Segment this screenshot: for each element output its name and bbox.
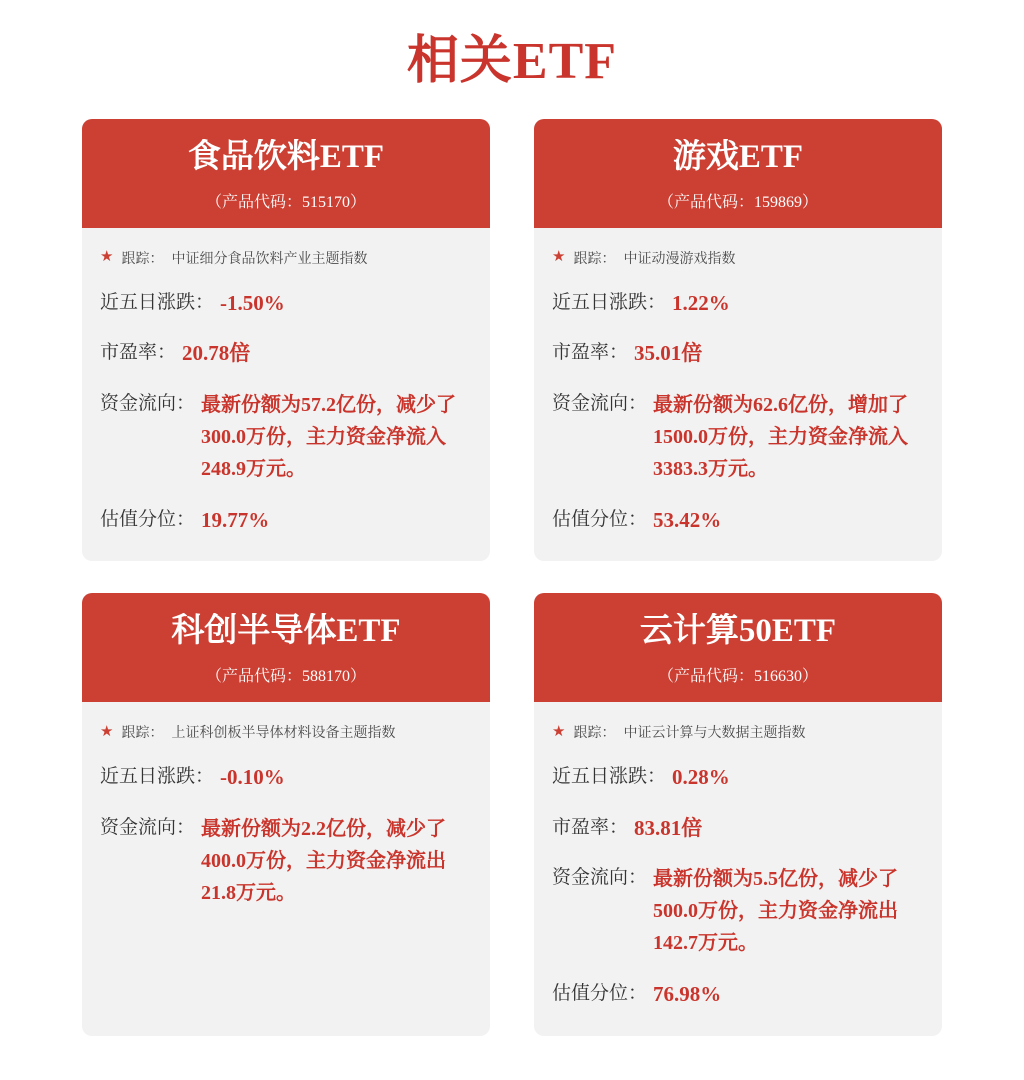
etf-card-body bbox=[534, 228, 942, 561]
five-day-row bbox=[552, 278, 924, 328]
pe-value: 20.78倍 bbox=[182, 341, 251, 366]
track-row bbox=[100, 242, 472, 278]
etf-name: 游戏ETF bbox=[672, 139, 804, 175]
track-row bbox=[552, 242, 924, 278]
track-value: 上证科创板半导体材料设备主题指数 bbox=[171, 726, 396, 742]
flow-row bbox=[552, 853, 924, 969]
etf-card-body bbox=[82, 702, 490, 1035]
star-icon: ★ bbox=[552, 723, 566, 740]
code-prefix: （产品代码： bbox=[657, 193, 754, 211]
track-label: 跟踪： bbox=[121, 251, 164, 267]
flow-row bbox=[552, 379, 924, 495]
flow-value: 最新份额为2.2亿份，减少了400.0万份，主力资金净流出21.8万元。 bbox=[201, 817, 447, 904]
track-value: 中证动漫游戏指数 bbox=[623, 251, 736, 267]
etf-card[interactable] bbox=[82, 119, 490, 561]
track-label: 跟踪： bbox=[121, 726, 164, 742]
five-day-value: 0.28% bbox=[672, 765, 730, 790]
etf-name: 食品饮料ETF bbox=[187, 139, 385, 175]
five-day-label: 近五日涨跌： bbox=[552, 766, 667, 788]
pe-row bbox=[552, 803, 924, 853]
code-prefix: （产品代码： bbox=[657, 668, 754, 686]
code-prefix: （产品代码： bbox=[205, 193, 302, 211]
code-value: 159869 bbox=[754, 193, 802, 211]
five-day-row bbox=[100, 752, 472, 802]
track-value: 中证云计算与大数据主题指数 bbox=[623, 726, 806, 742]
etf-card-grid bbox=[0, 119, 1024, 1036]
track-value: 中证细分食品饮料产业主题指数 bbox=[171, 251, 368, 267]
star-icon: ★ bbox=[552, 249, 566, 266]
page-title: 相关ETF bbox=[406, 33, 618, 90]
track-label: 跟踪： bbox=[573, 726, 616, 742]
flow-label: 资金流向： bbox=[100, 816, 196, 838]
etf-card[interactable] bbox=[534, 593, 942, 1035]
pe-value: 35.01倍 bbox=[634, 341, 703, 366]
code-value: 516630 bbox=[754, 668, 802, 686]
flow-row bbox=[100, 803, 472, 919]
flow-value: 最新份额为5.5亿份，减少了500.0万份，主力资金净流出142.7万元。 bbox=[653, 868, 899, 955]
flow-row bbox=[100, 379, 472, 495]
pe-row bbox=[100, 328, 472, 378]
flow-value: 最新份额为62.6亿份，增加了1500.0万份，主力资金净流入3383.3万元。 bbox=[653, 393, 909, 480]
five-day-label: 近五日涨跌： bbox=[552, 291, 667, 313]
etf-card-header bbox=[82, 119, 490, 228]
etf-card-header bbox=[534, 593, 942, 702]
etf-card[interactable] bbox=[82, 593, 490, 1035]
code-value: 515170 bbox=[302, 193, 350, 211]
code-suffix: ） bbox=[802, 668, 819, 686]
pe-value: 83.81倍 bbox=[634, 815, 703, 840]
five-day-value: 1.22% bbox=[672, 290, 730, 315]
pe-row bbox=[552, 328, 924, 378]
five-day-row bbox=[552, 752, 924, 802]
flow-label: 资金流向： bbox=[552, 867, 648, 889]
etf-card-header bbox=[534, 119, 942, 228]
etf-code bbox=[544, 189, 932, 212]
etf-name: 云计算50ETF bbox=[639, 613, 837, 650]
pe-label: 市盈率： bbox=[552, 342, 629, 364]
etf-code bbox=[92, 663, 480, 686]
etf-card-body bbox=[82, 228, 490, 561]
pe-label: 市盈率： bbox=[552, 816, 629, 838]
valuation-label: 估值分位： bbox=[552, 508, 648, 530]
code-suffix: ） bbox=[350, 668, 367, 686]
code-value: 588170 bbox=[302, 668, 350, 686]
etf-card[interactable] bbox=[534, 119, 942, 561]
five-day-row bbox=[100, 278, 472, 328]
valuation-label: 估值分位： bbox=[100, 508, 196, 530]
code-suffix: ） bbox=[802, 193, 819, 211]
track-row bbox=[100, 716, 472, 752]
pe-label: 市盈率： bbox=[100, 342, 177, 364]
etf-card-body bbox=[534, 702, 942, 1035]
etf-name: 科创半导体ETF bbox=[171, 613, 401, 650]
star-icon: ★ bbox=[100, 723, 114, 740]
five-day-label: 近五日涨跌： bbox=[100, 291, 215, 313]
etf-code bbox=[544, 663, 932, 686]
valuation-row bbox=[552, 495, 924, 545]
valuation-value: 53.42% bbox=[653, 507, 722, 532]
valuation-row bbox=[100, 495, 472, 545]
track-row bbox=[552, 716, 924, 752]
track-label: 跟踪： bbox=[573, 251, 616, 267]
code-prefix: （产品代码： bbox=[205, 668, 302, 686]
valuation-row bbox=[552, 969, 924, 1019]
etf-card-header bbox=[82, 593, 490, 702]
valuation-value: 19.77% bbox=[201, 507, 270, 532]
flow-value: 最新份额为57.2亿份，减少了300.0万份，主力资金净流入248.9万元。 bbox=[201, 393, 457, 480]
flow-label: 资金流向： bbox=[100, 392, 196, 414]
code-suffix: ） bbox=[350, 193, 367, 211]
five-day-value: -1.50% bbox=[220, 290, 285, 315]
valuation-value: 76.98% bbox=[653, 982, 722, 1007]
five-day-label: 近五日涨跌： bbox=[100, 766, 215, 788]
valuation-label: 估值分位： bbox=[552, 983, 648, 1005]
flow-label: 资金流向： bbox=[552, 392, 648, 414]
five-day-value: -0.10% bbox=[220, 765, 285, 790]
etf-code bbox=[92, 189, 480, 212]
star-icon: ★ bbox=[100, 249, 114, 266]
